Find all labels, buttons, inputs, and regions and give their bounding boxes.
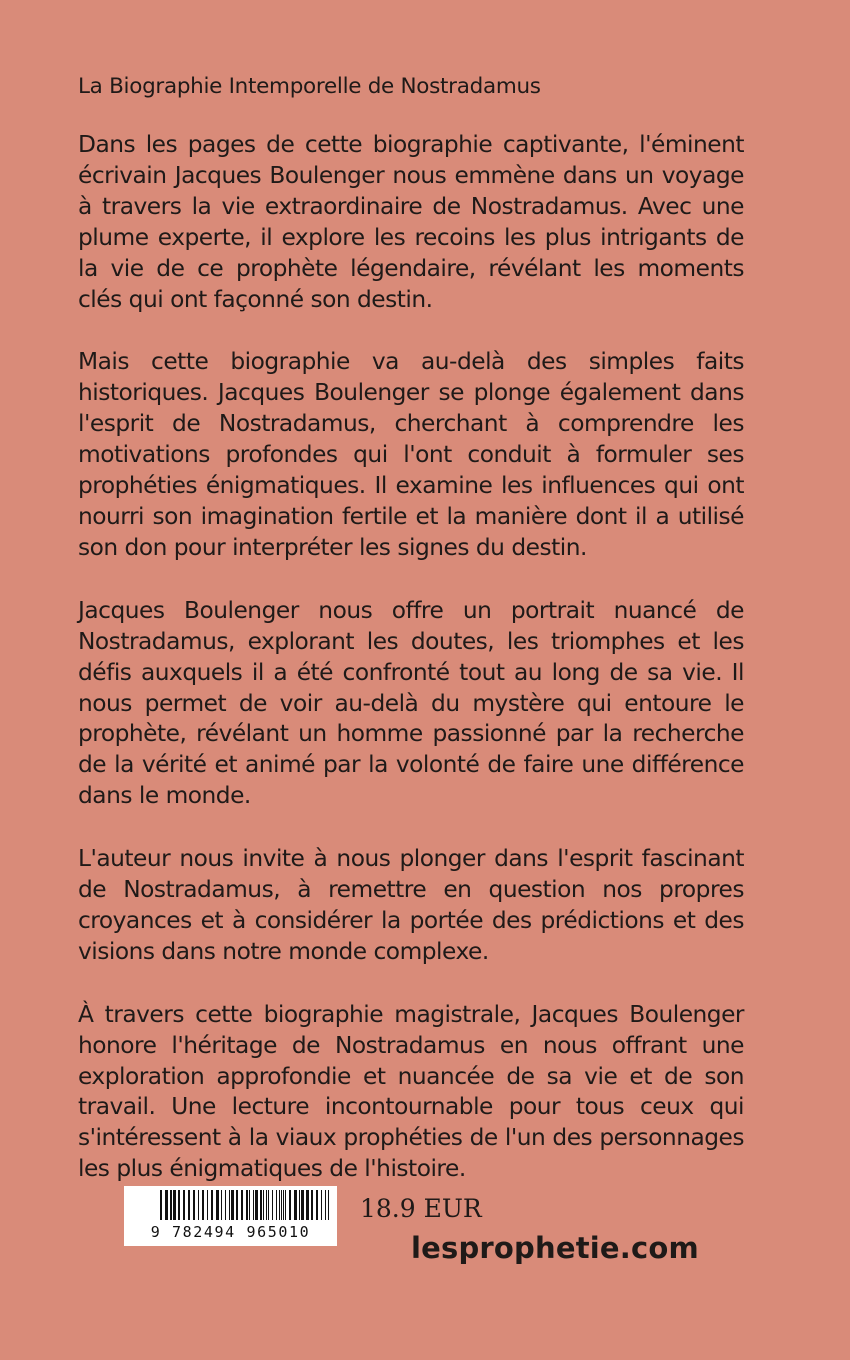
barcode-bar — [173, 1190, 176, 1220]
website-url: lesprophetie.com — [411, 1231, 699, 1265]
barcode-bar — [216, 1190, 219, 1220]
barcode-bar — [229, 1190, 230, 1220]
barcode-bar — [316, 1190, 318, 1220]
barcode-bar — [170, 1190, 172, 1220]
barcode-bar — [272, 1190, 273, 1220]
barcode-bar — [188, 1190, 190, 1220]
description-paragraph: Dans les pages de cette biographie captivante, l'éminent écrivain Jacques Boulenger nous emmène dans un voyage à travers la vie extraordinaire de Nostradamus. Avec une plume experte, il explore les recoins les plus intrigants de la vie de ce prophète légendaire, révélant les moments clés qui ont façonné son destin. — [78, 131, 744, 313]
barcode-bars-icon — [124, 1186, 337, 1222]
barcode-bar — [198, 1190, 199, 1220]
barcode-bar — [178, 1190, 180, 1220]
barcode-bar — [255, 1190, 258, 1220]
barcode-bar — [231, 1190, 234, 1220]
barcode-bar — [299, 1190, 300, 1220]
book-title: La Biographie Intemporelle de Nostradamus — [78, 74, 541, 99]
barcode-bar — [183, 1190, 185, 1220]
barcode-bar — [236, 1190, 238, 1220]
barcode-bar — [321, 1190, 322, 1220]
barcode-bar — [193, 1190, 195, 1220]
description-paragraph: L'auteur nous invite à nous plonger dans l'esprit fascinant de Nostradamus, à remettre en question nos propres croyances et à considérer la portée des prédictions et des visions dans notre monde complexe. — [78, 845, 744, 965]
barcode-bar — [285, 1190, 286, 1220]
barcode-bar — [221, 1190, 222, 1220]
isbn-number: 9 782494 965010 — [150, 1223, 311, 1241]
description-paragraph: Jacques Boulenger nous offre un portrait nuancé de Nostradamus, explorant les doutes, les triomphes et les défis auxquels il a été confronté tout au long de sa vie. Il nous permet de voir au-delà du mystère qui entoure le prophète, révélant un homme passionné par la recherche de la vérité et animé par la volonté de faire une différence dans le monde. — [78, 596, 744, 810]
barcode-bar — [249, 1190, 250, 1220]
barcode-bar — [283, 1190, 284, 1220]
barcode-bar — [165, 1190, 168, 1220]
price-label: 18.9 EUR — [360, 1194, 482, 1223]
barcode-bar — [211, 1190, 213, 1220]
barcode-bar — [160, 1190, 162, 1220]
barcode-bar — [266, 1190, 267, 1220]
description-paragraph: Mais cette biographie va au-delà des simples faits historiques. Jacques Boulenger se plonge également dans l'esprit de Nostradamus, cherchant à comprendre les motivations profondes qui l'ont conduit à formuler ses prophéties énigmatiques. Il examine les influences qui ont nourri son imagination fertile et la manière dont il a utilisé son don pour interpréter les signes du destin. — [78, 348, 744, 561]
description-block — [78, 130, 744, 1217]
barcode-bar — [301, 1190, 304, 1220]
barcode-bar — [253, 1190, 254, 1220]
barcode-bar — [279, 1190, 280, 1220]
barcode-bar — [311, 1190, 313, 1220]
barcode-bar — [241, 1190, 243, 1220]
barcode-bar — [268, 1190, 269, 1220]
barcode-bar — [325, 1190, 326, 1220]
barcode-bar — [289, 1190, 291, 1220]
barcode-bar — [263, 1190, 264, 1220]
barcode-bar — [207, 1190, 208, 1220]
barcode-bar — [276, 1190, 277, 1220]
barcode-bar — [246, 1190, 248, 1220]
isbn-barcode — [124, 1186, 337, 1246]
barcode-bar — [202, 1190, 204, 1220]
barcode-bar — [260, 1190, 262, 1220]
barcode-bar — [306, 1190, 309, 1220]
barcode-bar — [294, 1190, 297, 1220]
barcode-bar — [281, 1190, 282, 1220]
description-paragraph: À travers cette biographie magistrale, Jacques Boulenger honore l'héritage de Nostradamus en nous offrant une exploration approfondie et nuancée de sa vie et de son travail. Une lecture incontournable pour tous ceux qui s'intéressent à la viaux prophéties de l'un des personnages les plus énigmatiques de l'histoire. — [78, 1000, 744, 1183]
barcode-bar — [328, 1190, 329, 1220]
barcode-bar — [225, 1190, 226, 1220]
